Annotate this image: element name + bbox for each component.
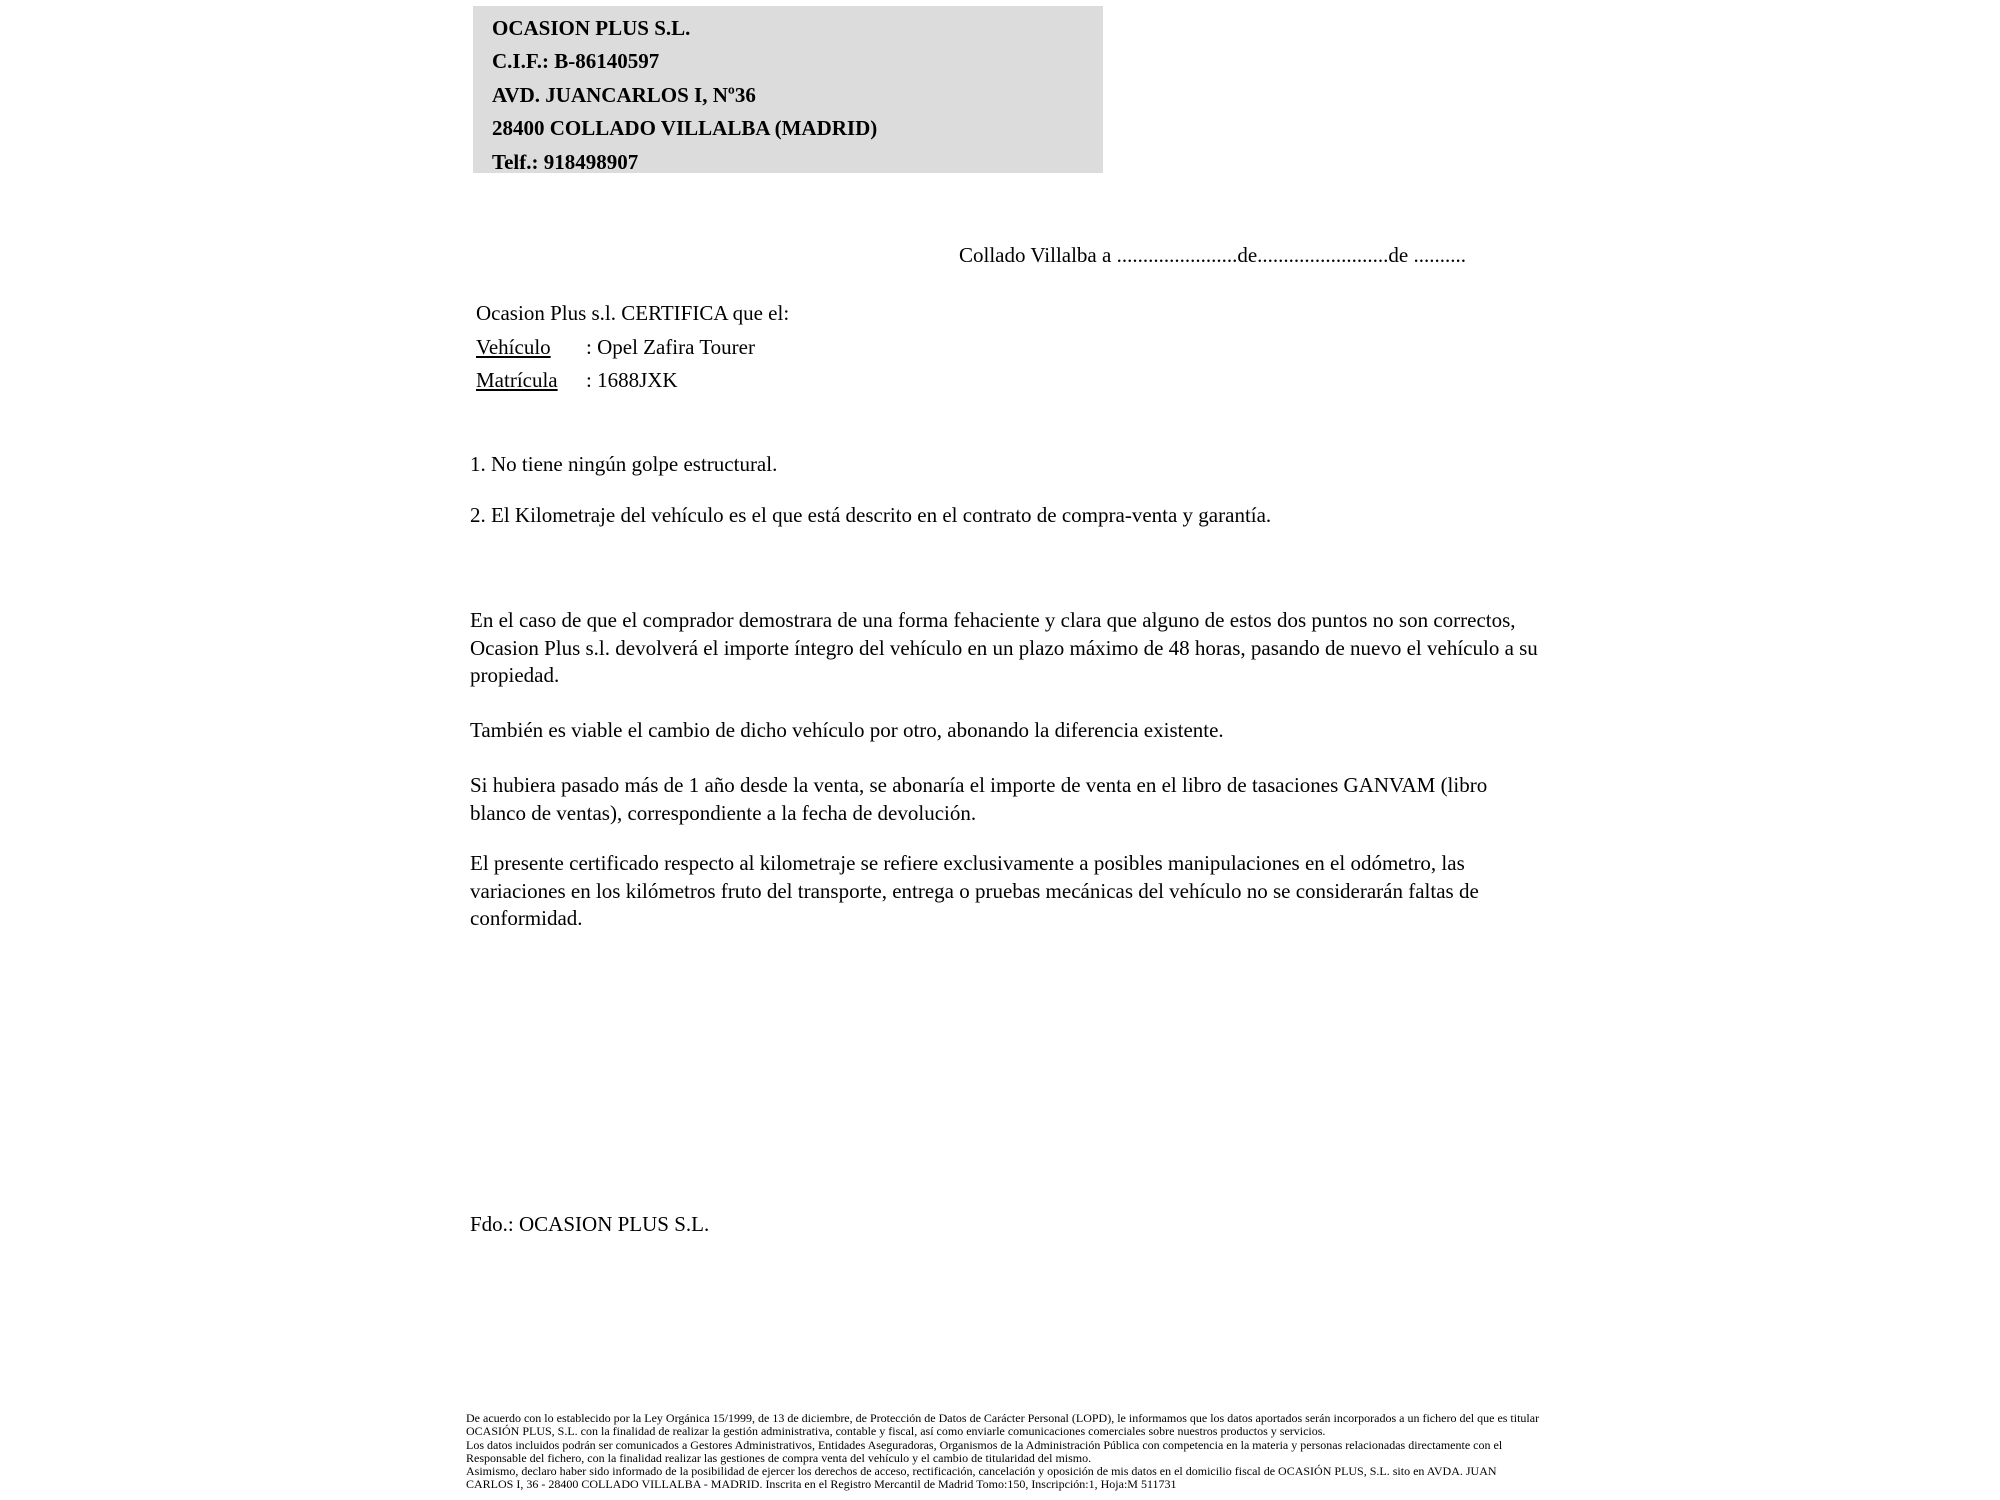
legal-footer-line: De acuerdo con lo establecido por la Ley Orgánica 15/1999, de 13 de diciembre, de Protección de Datos de Carácter Personal (LOPD), le informamos que los datos aportados serán incorporados a un fichero del que es titular [466, 1411, 1540, 1425]
paragraph-odometer-scope: El presente certificado respecto al kilometraje se refiere exclusivamente a posibles manipulaciones en el odómetro, las variaciones en los kilómetros fruto del transporte, entrega o pruebas mecánicas del vehículo no se considerarán faltas de conformidad. [470, 851, 1479, 930]
vehicle-row [476, 331, 789, 365]
plate-row [476, 364, 789, 398]
plate-label: Matrícula [476, 368, 558, 392]
legal-footer-line: Asimismo, declaro haber sido informado de la posibilidad de ejercer los derechos de acceso, rectificación, cancelación y oposición de mis datos en el domicilio fiscal de OCASIÓN PLUS, S.L. sito en AVDA. JUAN [466, 1464, 1497, 1479]
company-address: AVD. JUANCARLOS I, Nº36 [492, 82, 756, 107]
signature-line: Fdo.: OCASION PLUS S.L. [470, 1212, 710, 1236]
legal-footer [466, 1412, 1561, 1492]
certified-point-2: 2. El Kilometraje del vehículo es el que está descrito en el contrato de compra-venta y garantía. [470, 503, 1272, 527]
legal-footer-line: Responsable del fichero, con la finalidad realizar las gestiones de compra venta del vehículo y el cambio de titularidad del mismo. [466, 1450, 1092, 1465]
certified-point-1: 1. No tiene ningún golpe estructural. [470, 452, 778, 476]
company-name: OCASION PLUS S.L. [492, 16, 691, 40]
company-phone: Telf.: 918498907 [492, 149, 639, 174]
vehicle-label: Vehículo [476, 334, 551, 359]
legal-footer-line: OCASIÓN PLUS, S.L. con la finalidad de realizar la gestión administrativa, contable y fiscal, así como enviarle comunicaciones comerciales sobre nuestros productos y servicios. [466, 1424, 1326, 1439]
vehicle-value: : Opel Zafira Tourer [586, 334, 755, 359]
place-date-line: Collado Villalba a .......................de.........................de .......... [959, 243, 1466, 267]
certification-block [476, 297, 789, 398]
legal-footer-line: CARLOS I, 36 - 28400 COLLADO VILLALBA - MADRID. Inscrita en el Registro Mercantil de Madrid Tomo:150, Inscripción:1, Hoja:M 511731 [466, 1477, 1177, 1492]
company-header-box [473, 6, 1103, 173]
paragraph-exchange-option: También es viable el cambio de dicho vehículo por otro, abonando la diferencia existente. [470, 718, 1224, 742]
company-city: 28400 COLLADO VILLALBA (MADRID) [492, 116, 878, 141]
certification-intro: Ocasion Plus s.l. CERTIFICA que el: [476, 301, 790, 325]
plate-value: : 1688JXK [586, 368, 678, 392]
legal-footer-line: Los datos incluidos podrán ser comunicados a Gestores Administrativos, Entidades Aseguradoras, Organismos de la Administración Pública con competencia en la materia y personas relacionadas directamente con el [466, 1437, 1503, 1452]
paragraph-ganvam-valuation: Si hubiera pasado más de 1 año desde la venta, se abonaría el importe de venta en el libro de tasaciones GANVAM (libro blanco de ventas), correspondiente a la fecha de devolución. [470, 773, 1488, 825]
paragraph-refund-condition: En el caso de que el comprador demostrara de una forma fehaciente y clara que alguno de estos dos puntos no son correctos, Ocasion Plus s.l. devolverá el importe íntegro del vehículo en un plazo máximo de 48 horas, pasando de nuevo el vehículo a su propiedad. [470, 608, 1538, 687]
company-cif: C.I.F.: B-86140597 [492, 49, 660, 74]
